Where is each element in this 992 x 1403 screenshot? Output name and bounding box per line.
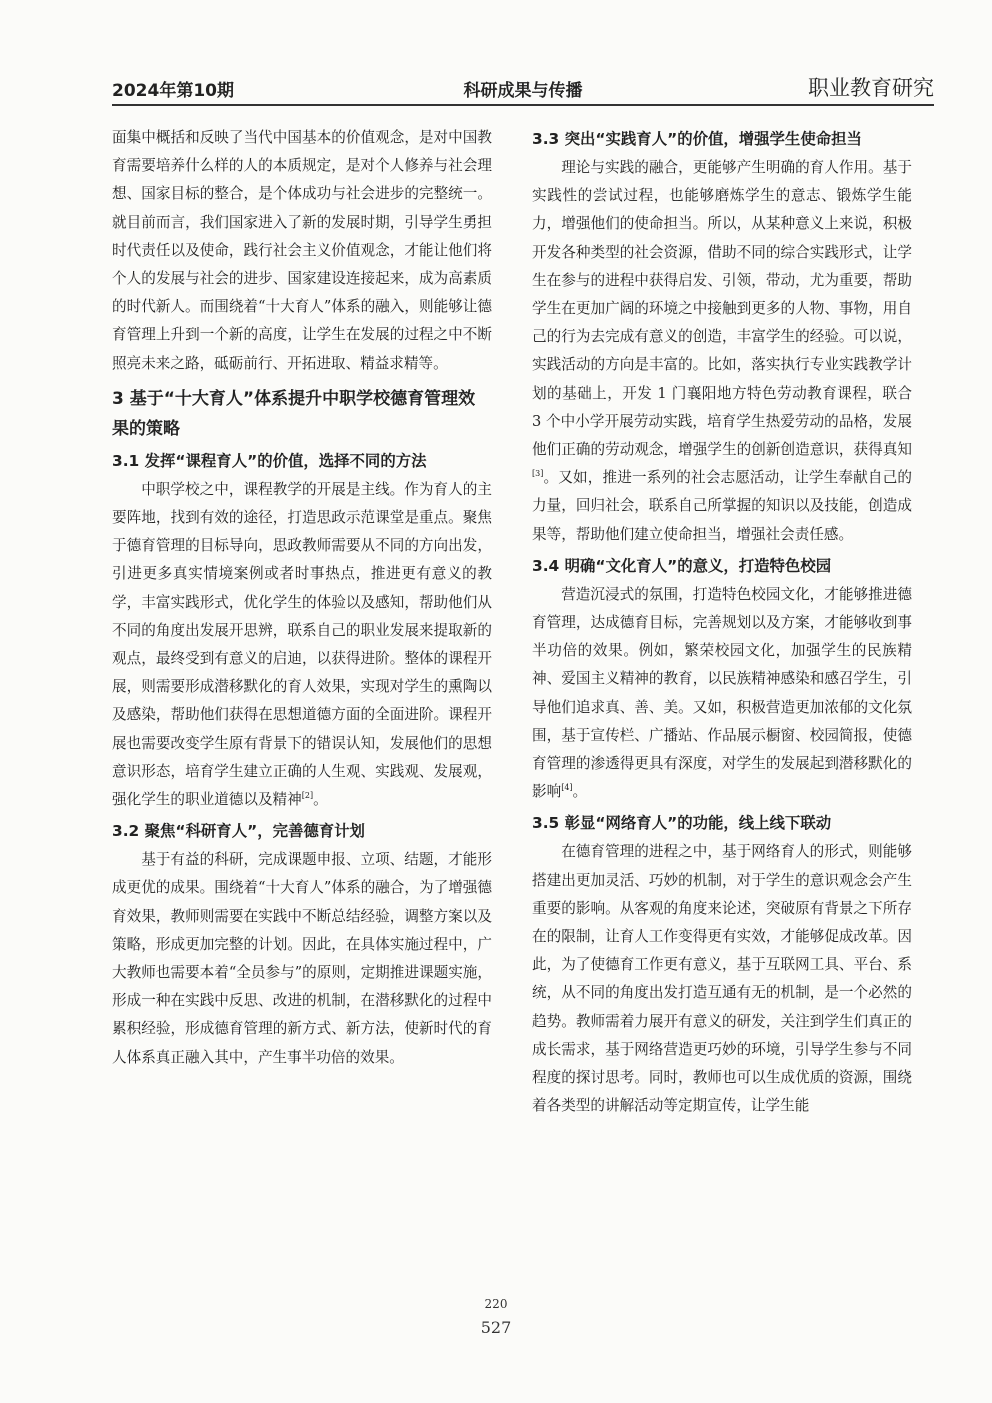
- citation-3: [3]: [532, 469, 544, 479]
- section-3-3-paragraph: [532, 154, 912, 549]
- citation-2: [2]: [301, 791, 314, 801]
- section-3-4-paragraph: [532, 581, 912, 807]
- section-3-2-paragraph: 基于有益的科研，完成课题申报、立项、结题，才能形成更优的成果。围绕着“十大育人”体系的融合，为了增强德育效果，教师则需要在实践中不断总结经验，调整方案以及策略，形成更加完整的计划。因此，在具体实施过程中，广大教师也需要本着“全员参与”的原则，定期推进课题实施，形成一种在实践中反思、改进的机制，在潜移默化的过程中累积经验，形成德育管理的新方式、新方法，使新时代的育人体系真正融入其中，产生事半功倍的效果。: [112, 851, 492, 1066]
- left-column: [112, 124, 492, 1072]
- issue-label: 2024年第10期: [112, 81, 234, 101]
- section-3-4-text: 营造沉浸式的氛围，打造特色校园文化，才能够推进德育管理，达成德育目标，完善规划以及方案，才能够收到事半功倍的效果。例如，繁荣校园文化，加强学生的民族精神、爱国主义精神的教育，以民族精神感染和感召学生，引导他们追求真、善、美。又如，积极营造更加浓郁的文化氛围，基于宣传栏、广播站、作品展示橱窗、校园简报，使德育管理的渗透得更具有深度，对学生的发展起到潜移默化的影响: [532, 585, 912, 801]
- section-3-4-end: 。: [572, 783, 588, 801]
- paragraph-continued: 面集中概括和反映了当代中国基本的价值观念，是对中国教育需要培养什么样的人的本质规定，是对个人修养与社会理想、国家目标的整合，是个体成功与社会进步的完整统一。就目前而言，我们国家进入了新的发展时期，引导学生勇担时代责任以及使命，践行社会主义价值观念，才能让他们将个人的发展与社会的进步、国家建设连接起来，成为高素质的时代新人。而围绕着“十大育人”体系的融入，则能够让德育管理上升到一个新的高度，让学生在发展的过程之中不断照亮未来之路，砥砺前行、开拓进取、精益求精等。: [112, 129, 492, 372]
- section-3-2-heading: 3.2 聚焦“科研育人”，完善德育计划: [112, 822, 365, 841]
- page-number-outer: 527: [480, 1318, 512, 1337]
- section-3-1-end: 。: [313, 791, 328, 809]
- right-column: [532, 124, 912, 1121]
- citation-4: [4]: [561, 783, 573, 793]
- section-3-heading: 3 基于“十大育人”体系提升中职学校德育管理效果的策略: [112, 388, 476, 439]
- section-3-5-paragraph: 在德育管理的进程之中，基于网络育人的形式，则能够搭建出更加灵活、巧妙的机制，对于学生的意识观念会产生重要的影响。从客观的角度来论述，突破原有背景之下所存在的限制，让育人工作变得更有实效，才能够促成改革。因此，为了使德育工作更有意义，基于互联网工具、平台、系统，从不同的角度出发打造互通有无的机制，是一个必然的趋势。教师需着力展开有意义的研发，关注到学生们真正的成长需求，基于网络营造更巧妙的环境，引导学生参与不同程度的探讨思考。同时，教师也可以生成优质的资源，围绕着各类型的讲解活动等定期宣传，让学生能: [532, 843, 912, 1115]
- section-3-1-paragraph: [112, 476, 492, 814]
- section-3-3-text-b: 。又如，推进一系列的社会志愿活动，让学生奉献自己的力量，回归社会，联系自己所掌握的知识以及技能，创造成果等，帮助他们建立使命担当，增强社会责任感。: [532, 469, 912, 543]
- section-3-1-heading: 3.1 发挥“课程育人”的价值，选择不同的方法: [112, 451, 427, 470]
- page-header: [112, 70, 934, 106]
- page-number-inner: 220: [484, 1297, 508, 1311]
- section-3-1-text: 中职学校之中，课程教学的开展是主线。作为育人的主要阵地，找到有效的途径，打造思政示范课堂是重点。聚焦于德育管理的目标导向，思政教师需要从不同的方向出发，引进更多真实情境案例或者时事热点，推进更有意义的教学，丰富实践形式，优化学生的体验以及感知，帮助他们从不同的角度出发展开思辨，联系自己的职业发展来提取新的观点，最终受到有意义的启迪，以获得进阶。整体的课程开展，则需要形成潜移默化的育人效果，实现对学生的熏陶以及感染，帮助他们获得在思想道德方面的全面进阶。课程开展也需要改变学生原有背景下的错误认知，发展他们的思想意识形态，培育学生建立正确的人生观、实践观、发展观，强化学生的职业道德以及精神: [112, 480, 492, 809]
- section-3-3-text-a: 理论与实践的融合，更能够产生明确的育人作用。基于实践性的尝试过程，也能够磨炼学生的意志、锻炼学生能力，增强他们的使命担当。所以，从某种意义上来说，积极开发各种类型的社会资源，借助不同的综合实践形式，让学生在参与的进程中获得启发、引领，带动，尤为重要，帮助学生在更加广阔的环境之中接触到更多的人物、事物，用自己的行为去完成有意义的创造，丰富学生的经验。可以说，实践活动的方向是丰富的。比如，落实执行专业实践教学计划的基础上，开发 1 门襄阳地方特色劳动教育课程，联合 3 个中小学开展劳动实践，培育学生热爱劳动的品格，发展他们正确的劳动观念，增强学生的创新创造意识，获得真知: [532, 159, 912, 459]
- column-title: 科研成果与传播: [463, 81, 583, 101]
- section-3-4-heading: 3.4 明确“文化育人”的意义，打造特色校园: [532, 556, 832, 575]
- section-3-3-heading: 3.3 突出“实践育人”的价值，增强学生使命担当: [532, 130, 862, 148]
- section-3-5-heading: 3.5 彰显“网络育人”的功能，线上线下联动: [532, 814, 832, 833]
- journal-title: 职业教育研究: [808, 76, 934, 100]
